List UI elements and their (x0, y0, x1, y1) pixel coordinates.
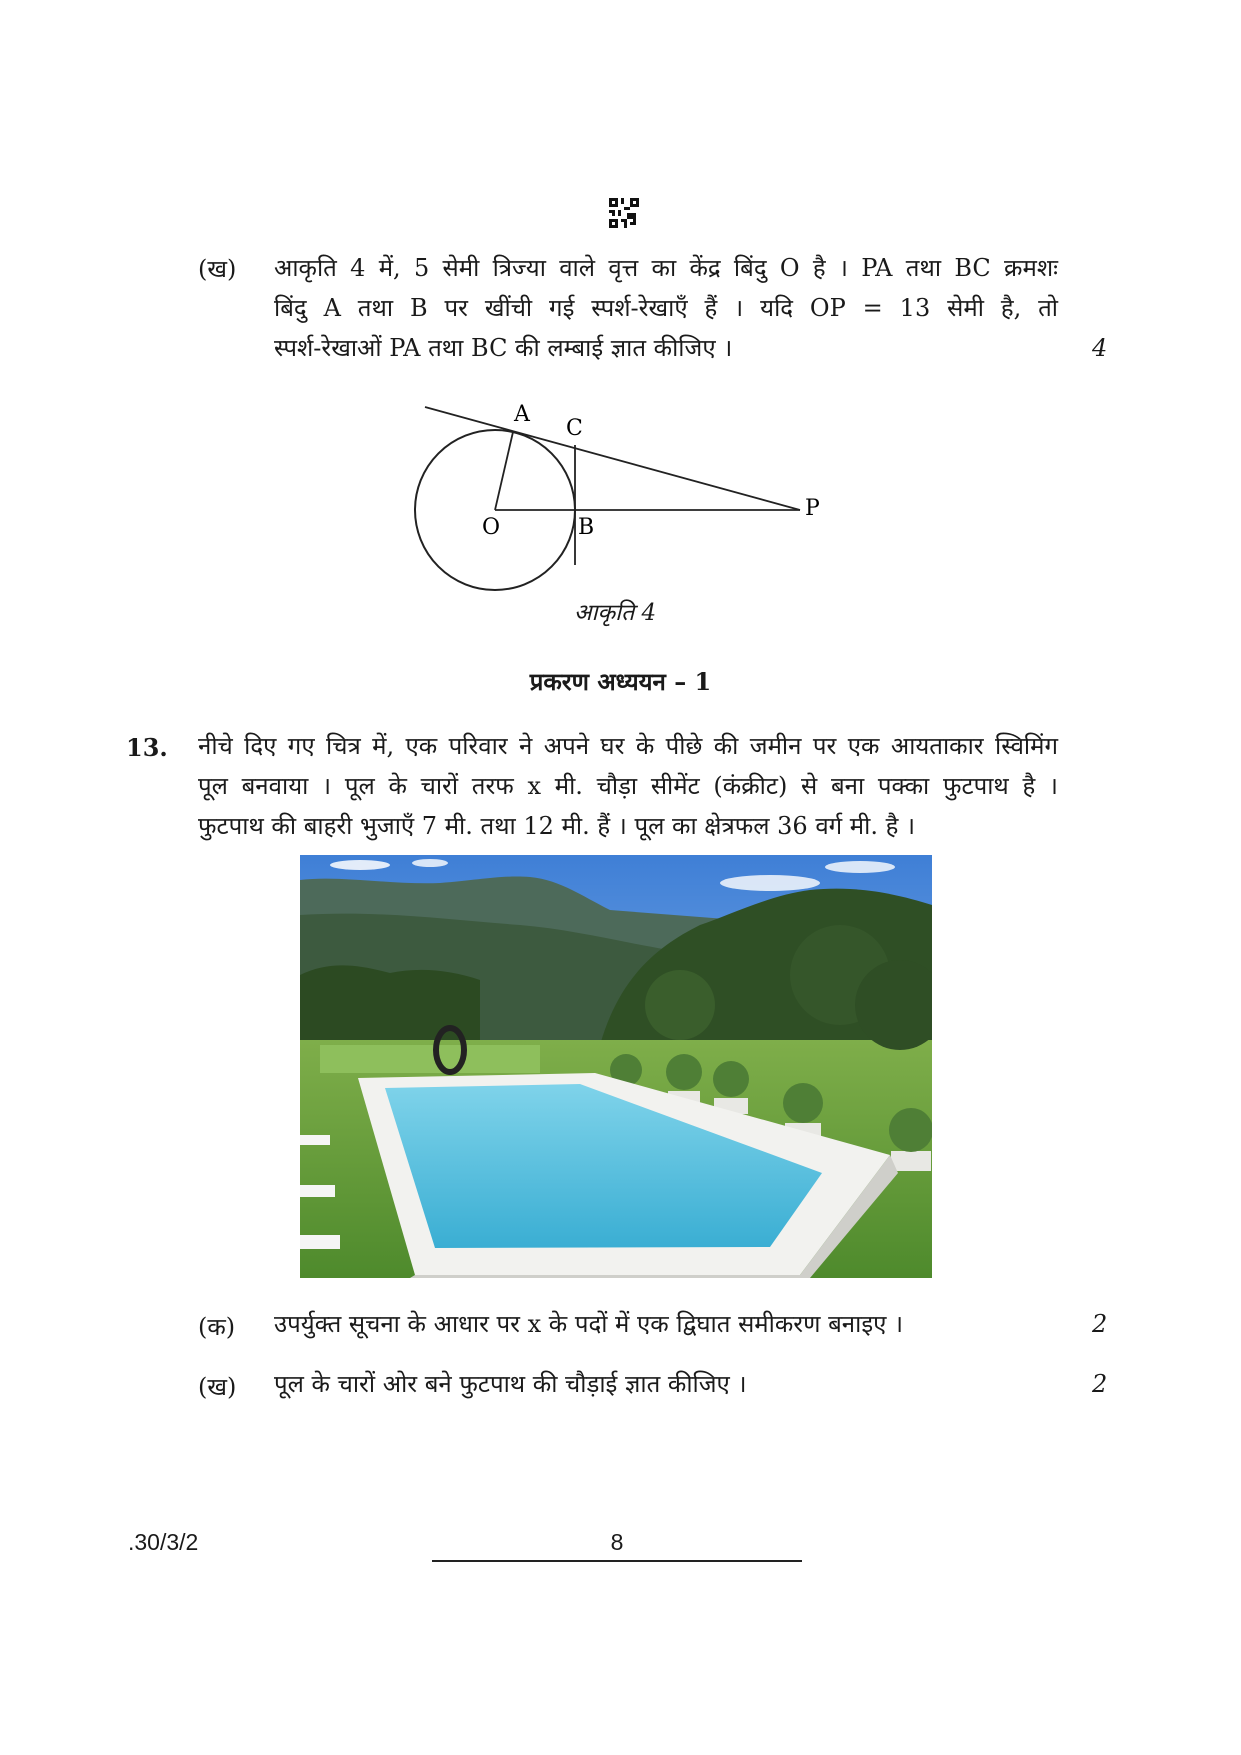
q13b-text: पूल के चारों ओर बने फुटपाथ की चौड़ाई ज्ञात कीजिए । (274, 1370, 747, 1398)
q13-line-3: फुटपाथ की बाहरी भुजाएँ 7 मी. तथा 12 मी. हैं । पूल का क्षेत्रफल 36 वर्ग मी. है । (198, 812, 916, 840)
radius-oa (495, 432, 513, 510)
point-o-label: O (482, 515, 501, 540)
page-number: 8 (610, 1529, 624, 1555)
point-p-label: P (805, 496, 820, 521)
figure-4-caption: आकृति 4 (574, 600, 657, 626)
swimming-pool-photo (300, 855, 932, 1278)
point-c-label: C (566, 416, 583, 441)
q13b-marks: 2 (1092, 1370, 1108, 1398)
qr-code (609, 198, 639, 228)
q13-text (198, 726, 1058, 846)
q13-line-2: पूल बनवाया । पूल के चारों तरफ x मी. चौड़ा सीमेंट (कंक्रीट) से बना पक्का फुटपाथ है । (198, 772, 1058, 800)
q13a-marks: 2 (1092, 1310, 1108, 1338)
q13-number: 13. (126, 733, 168, 762)
q13a-label: (क) (198, 1313, 236, 1341)
q12b-marks: 4 (1092, 334, 1108, 362)
q12b-line-3: स्पर्श-रेखाओं PA तथा BC की लम्बाई ज्ञात कीजिए । (274, 334, 733, 362)
tangent-pa (425, 407, 800, 510)
figure-4-diagram (400, 395, 840, 600)
q12b-label: (ख) (198, 255, 237, 283)
q12b-line-1: आकृति 4 में, 5 सेमी त्रिज्या वाले वृत्त का केंद्र बिंदु O है । PA तथा BC क्रमशः (274, 254, 1058, 282)
q13b-label: (ख) (198, 1373, 237, 1401)
q13-line-1: नीचे दिए गए चित्र में, एक परिवार ने अपने घर के पीछे की जमीन पर एक आयताकार स्विमिंग (198, 732, 1058, 760)
point-a-label: A (514, 402, 530, 427)
paper-code: .30/3/2 (128, 1529, 199, 1555)
q13a-text: उपर्युक्त सूचना के आधार पर x के पदों में एक द्विघात समीकरण बनाइए । (274, 1310, 904, 1338)
footer-rule (432, 1560, 802, 1562)
point-b-label: B (578, 515, 595, 540)
q12b-line-2: बिंदु A तथा B पर खींची गई स्पर्श-रेखाएँ हैं । यदि OP = 13 सेमी है, तो (274, 294, 1058, 322)
case-study-heading: प्रकरण अध्ययन – 1 (529, 667, 712, 696)
q12b-text (274, 248, 1058, 368)
